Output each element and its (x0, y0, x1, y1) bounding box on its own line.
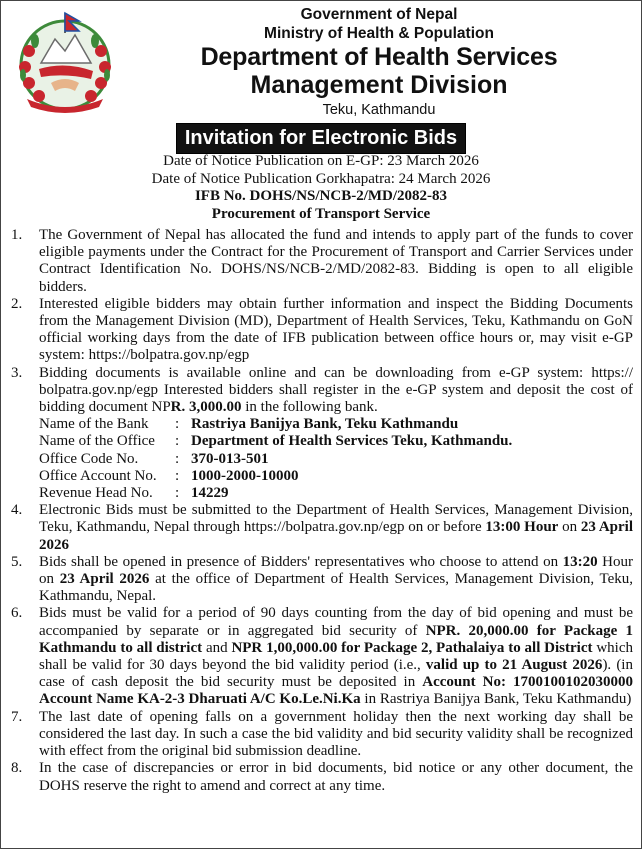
submission-date: 23 April 2026 (39, 519, 633, 553)
bank-row-code: Office Code No. : 370-013-501 (39, 450, 269, 467)
item-text: Bids must be valid for a period of 90 days counting from the day of bid opening and must be accompanied by separate or in aggregated bid security of (39, 605, 633, 639)
bank-row-office: Name of the Office : Department of Health Services Teku, Kathmandu. (39, 433, 513, 450)
list-item-1 (11, 227, 633, 296)
ministry-name: Ministry of Health & Population (264, 25, 494, 42)
bank-label: Name of the Bank (39, 416, 149, 433)
procurement-subject: Procurement of Transport Service (211, 205, 431, 222)
opening-time: 13:20 (562, 553, 598, 570)
notice-meta (1, 153, 641, 223)
item-number: 1. (11, 227, 23, 243)
package-1-security: NPR. 20,000.00 for Package 1 Kathmandu to all district (39, 622, 634, 656)
bank-row-account: Office Account No. : 1000-2000-10000 (39, 467, 299, 484)
item-number: 8. (11, 760, 23, 777)
list-item-5: 5. Bids shall be opened in presence of Bidders' representatives who choose to attend on 13:20 Hour on 23 April 2026 at the office of Department of Health Services, Management Division, Teku, Kathmandu, Nepal. (11, 553, 634, 605)
list-item-8 (11, 760, 633, 794)
department-name: Department of Health Services (200, 43, 558, 71)
item-number: 4. (11, 502, 23, 519)
item-number: 5. (11, 553, 23, 570)
item-number: 6. (11, 605, 23, 622)
division-name: Management Division (250, 71, 508, 99)
office-account-label: Office Account No. (39, 467, 157, 484)
notice-title-banner: Invitation for Electronic Bids (176, 123, 466, 154)
item-text: In the case of discrepancies or error in bid documents, bid notice or any other document, the DOHS reserve the right to amend and correct at any time. (39, 760, 633, 794)
item-text: The Government of Nepal has allocated the fund and intends to apply part of the funds to cover eligible payments under the Contract for the Procurement of Transport and Carrier Services under Contract Identification No. DOHS/NS/NCB-2/MD/2082-83. Bidding is open to all eligible bidders. (39, 227, 633, 295)
egp-publication-date: Date of Notice Publication on E-GP: 23 March 2026 (163, 153, 479, 169)
office-value: Department of Health Services Teku, Kathmandu. (191, 433, 513, 450)
revenue-head-label: Revenue Head No. (39, 485, 153, 502)
office-account-value: 1000-2000-10000 (191, 467, 299, 484)
government-name: Government of Nepal (300, 6, 458, 23)
ifb-number: IFB No. DOHS/NS/NCB-2/MD/2082-83 (194, 188, 448, 204)
office-code-label: Office Code No. (39, 450, 139, 467)
item-number: 7. (11, 708, 23, 725)
list-item-6: 6. Bids must be valid for a period of 90 days counting from the day of bid opening and must be accompanied by separate or in aggregated bid security of NPR. 20,000.00 for Package 1 Kathmandu to all district and NPR 1,00,000.00 for Package 2, Pathalaiya to all District which shall be valid for 30 days beyond the bid validity period (i.e., valid up to 21 August 2026). (in case of cash deposit the bid security must be deposited in Account No: 1700100102030000 Account Name KA-2-3 Dharuati A/C Ko.Le.Ni.Ka in Rastriya Banijya Bank, Teku Kathmandu) (11, 605, 634, 708)
item-text: Interested eligible bidders may obtain further information and inspect the Bidding Documents from the Management Division (MD), Department of Health Services, Teku, Kathmandu on GoN official working days from the date of IFB publication between office hours or, may visit e-GP system: https://bolpatra.gov.np/egp (39, 295, 633, 364)
validity-date: valid up to 21 August 2026 (425, 657, 603, 674)
header (123, 5, 635, 120)
bank-row-revenue: Revenue Head No. : 14229 (39, 485, 229, 502)
item-text: in the following bank. (241, 399, 378, 416)
opening-date: 23 April 2026 (59, 571, 150, 588)
location: Teku, Kathmandu (322, 102, 436, 118)
revenue-head-value: 14229 (191, 485, 229, 502)
list-item-7 (11, 709, 633, 761)
gorkhapatra-publication-date: Date of Notice Publication Gorkhapatra: 24 March 2026 (151, 170, 491, 187)
bank-details (39, 416, 633, 502)
item-text: The last date of opening falls on a government holiday then the next working day shall be considered the last day. In such a case the bid validity and bid security validity shall be recognized with effect from the original bid submission deadline. (39, 708, 633, 760)
document-fee: R. 3,000.00 (170, 399, 242, 416)
package-2-security: NPR 1,00,000.00 for Package 2, Pathalaiya to all District (231, 639, 593, 656)
item-text: Electronic Bids must be submitted to the Department of Health Services, Management Division, Teku, Kathmandu, Nepal through https://bolpatra.gov.np/egp on or before (39, 502, 633, 536)
item-text: Bids shall be opened in presence of Bidders' representatives who choose to attend on (39, 553, 563, 570)
submission-time: 13:00 Hour (485, 519, 559, 536)
list-item-4: 4. Electronic Bids must be submitted to the Department of Health Services, Management Division, Teku, Kathmandu, Nepal through https://bolpatra.gov.np/egp on or before 13:00 Hour on 23 April 2026 (11, 502, 633, 553)
bank-row-bank: Name of the Bank : Rastriya Banijya Bank, Teku Kathmandu (39, 416, 459, 433)
office-code-value: 370-013-501 (191, 450, 269, 467)
nepal-emblem-icon (11, 11, 119, 115)
list-item-3 (11, 365, 633, 503)
notice-body (11, 227, 633, 795)
office-label: Name of the Office (39, 433, 155, 450)
item-text: Bidding documents is available online and can be downloading from e-GP system: https:// bolpatra.gov.np/egp Interested bidders shall register in the e-GP system and deposit the cost of bidding document NP (39, 364, 633, 416)
item-number: 3. (11, 364, 23, 381)
deposit-account: Account No: 1700100102030000 Account Name KA-2-3 Dharuati A/C Ko.Le.Ni.Ka (39, 674, 634, 708)
item-number: 2. (11, 295, 23, 312)
list-item-2 (11, 296, 633, 365)
bank-value: Rastriya Banijya Bank, Teku Kathmandu (191, 416, 459, 433)
